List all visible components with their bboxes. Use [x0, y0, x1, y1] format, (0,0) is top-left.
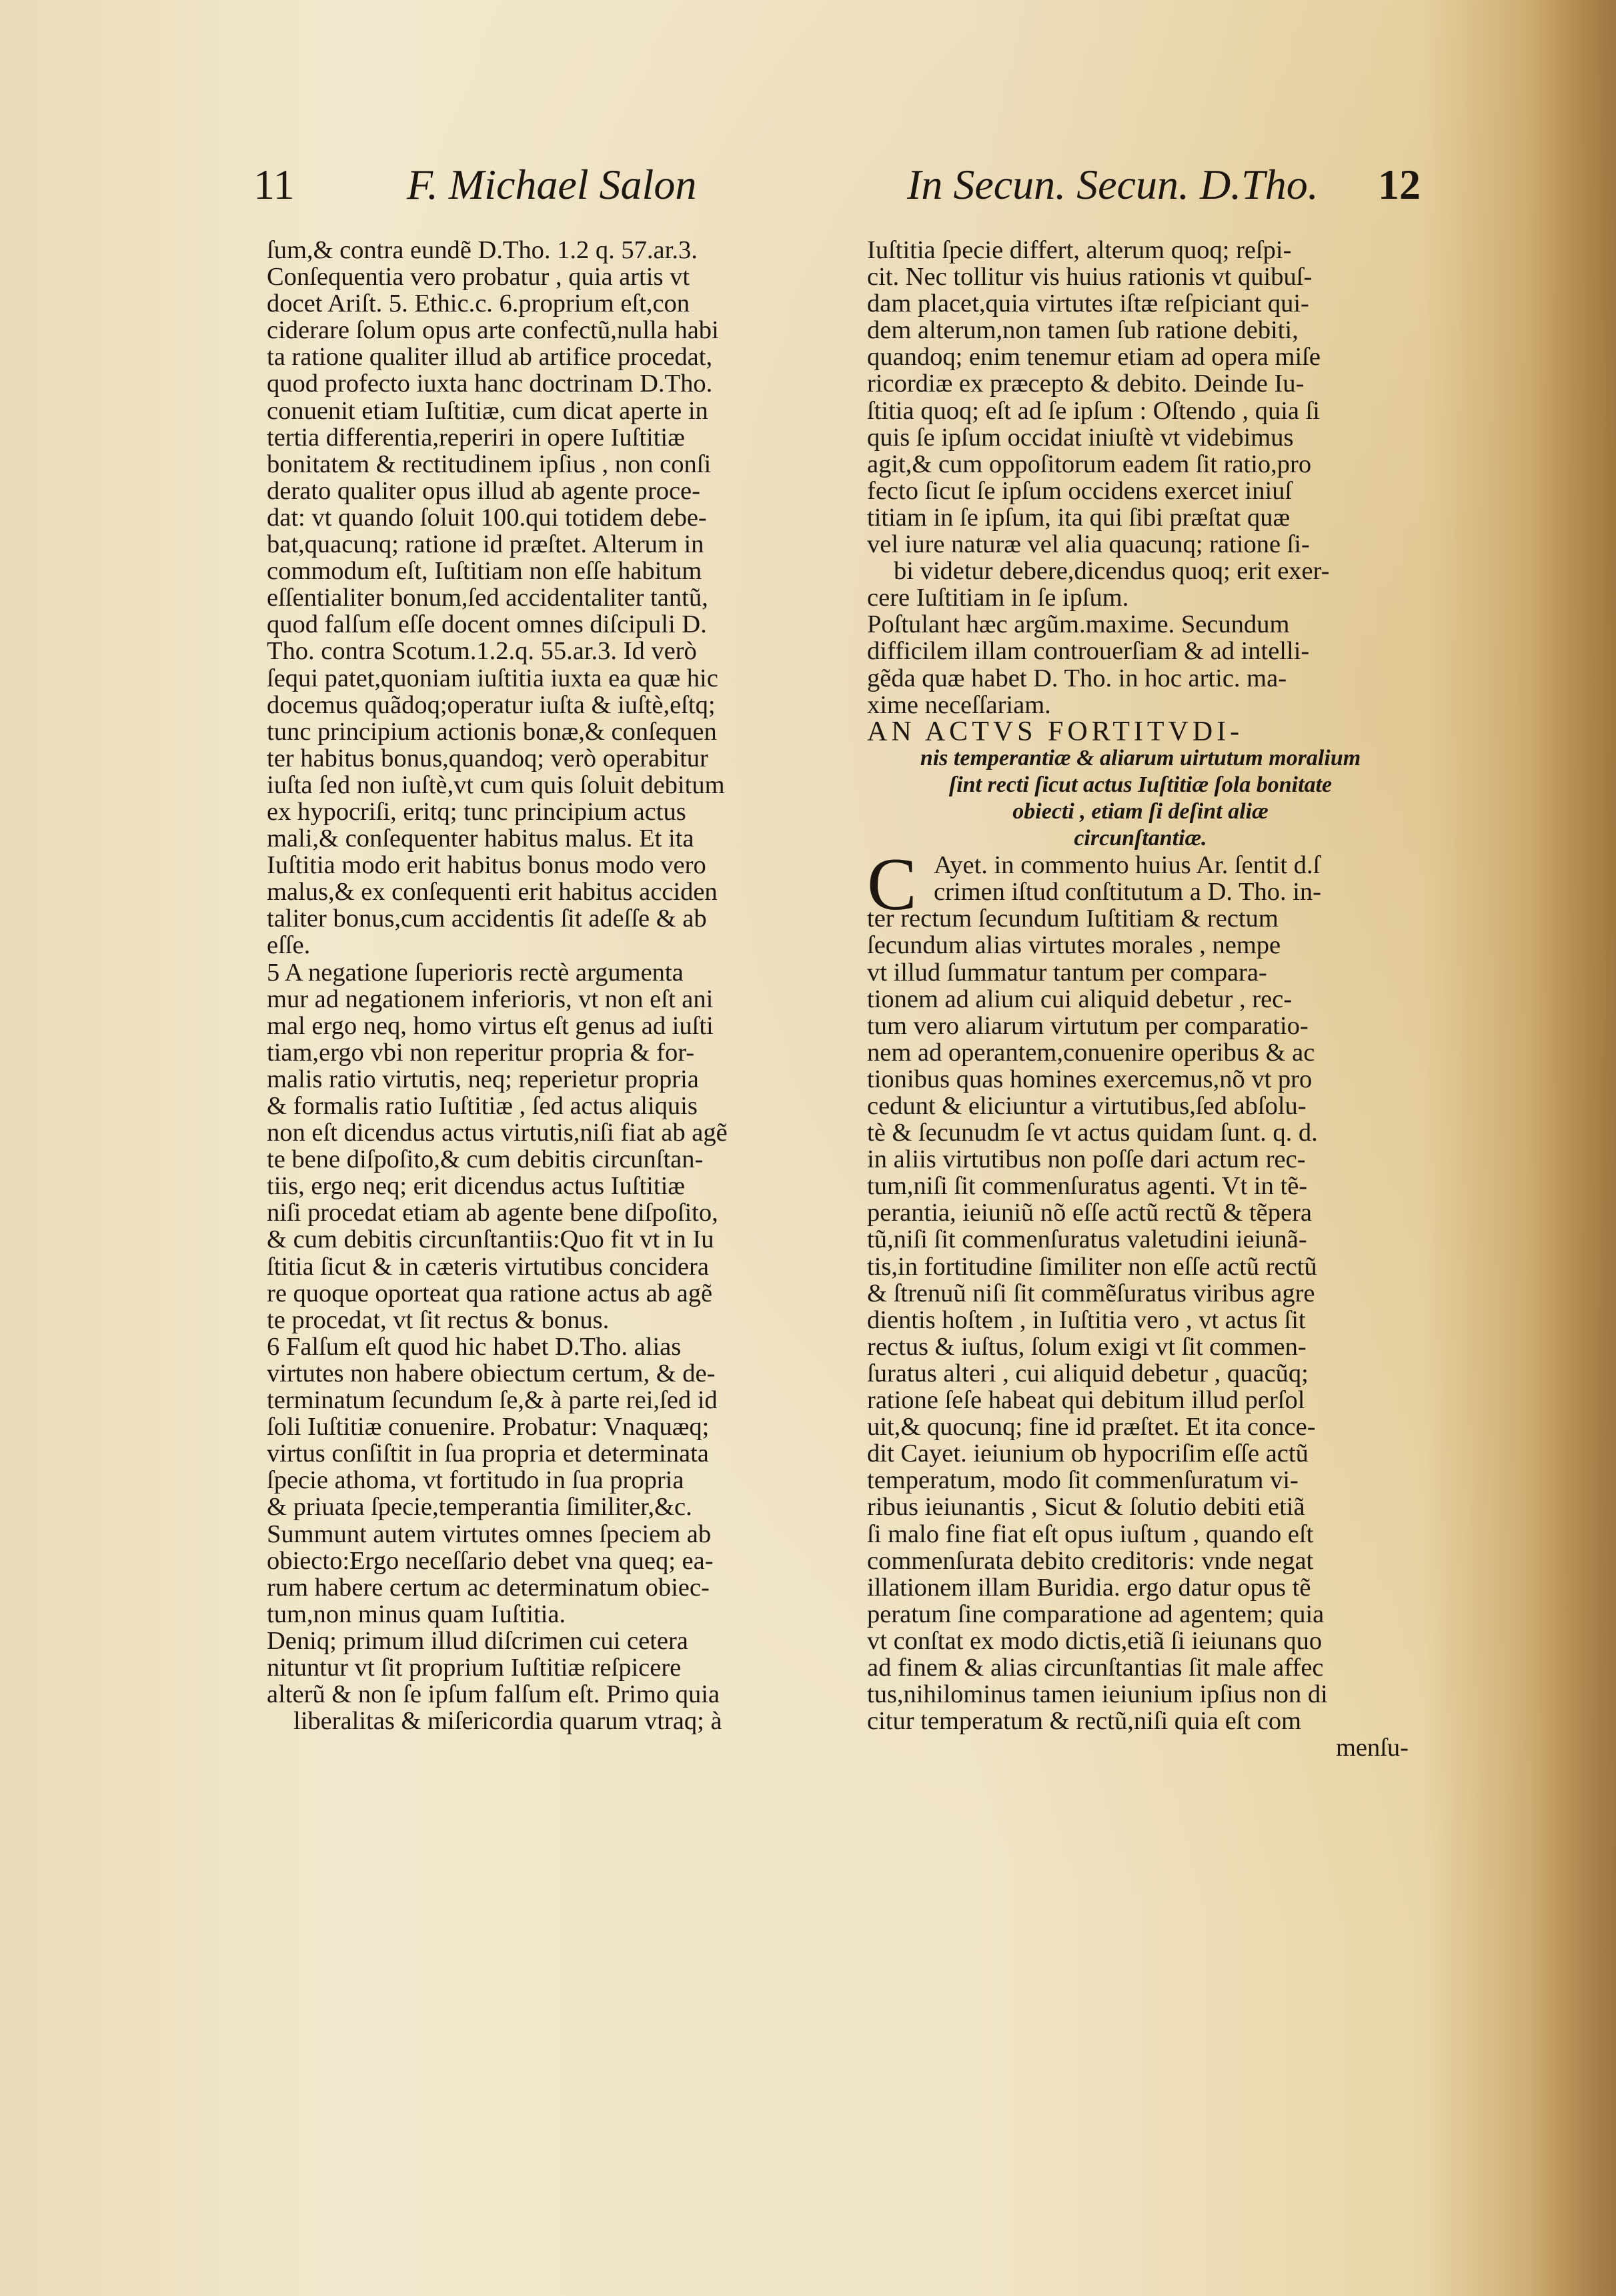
text-line: tionibus quas homines exercemus,nõ vt pro [867, 1065, 1313, 1093]
text-line: ſequi patet,quoniam iuſtitia iuxta ea quæ hic [267, 664, 718, 692]
text-line: docet Ariſt. 5. Ethic.c. 6.proprium eſt,con [267, 290, 690, 318]
catchword: menſu- [1335, 1734, 1409, 1762]
text-line: crimen iſtud conſtitutum a D. Tho. in- [934, 879, 1321, 906]
text-line: cedunt & eliciuntur a virtutibus,ſed abſolu- [867, 1093, 1307, 1120]
text-line: illationem illam Buridia. ergo datur opus tẽ [867, 1574, 1311, 1601]
text-line: Summunt autem virtutes omnes ſpeciem ab [267, 1520, 712, 1548]
text-line: ſecundum alias virtutes morales , nempe [867, 932, 1281, 959]
text-line: tertia differentia,reperiri in opere Iuſtitiæ [267, 424, 685, 451]
text-line: ſuratus alteri , cui aliquid debetur , quacũq; [867, 1359, 1309, 1387]
section-heading: AN ACTVS FORTITVDI- [867, 718, 1244, 745]
page-number-right: 12 [1378, 161, 1421, 208]
text-line: rectus & iuſtus, ſolum exigi vt ſit commen- [867, 1333, 1307, 1360]
text-line: ſoli Iuſtitiæ conuenire. Probatur: Vnaquæq; [267, 1413, 710, 1441]
text-line: peratum ſine comparatione ad agentem; quia [867, 1600, 1325, 1628]
text-line: vt conſtat ex modo dictis,etiã ſi ieiunans quo [867, 1627, 1323, 1654]
text-line: Ayet. in commento huius Ar. ſentit d.ſ [934, 852, 1321, 879]
section-heading-line: ſint recti ſicut actus Iuſtitiæ ſola bonitate [948, 772, 1333, 797]
text-line: virtutes non habere obiectum certum, & de- [267, 1359, 716, 1387]
text-line: ter rectum ſecundum Iuſtitiam & rectum [867, 905, 1279, 933]
text-line: Iuſtitia ſpecie differt, alterum quoq; reſpi- [867, 237, 1292, 264]
text-line: mali,& conſequenter habitus malus. Et ita [267, 825, 694, 852]
text-line: temperatum, modo ſit commenſuratum vi- [867, 1467, 1299, 1494]
text-line: te bene diſpoſito,& cum debitis circunſtan- [267, 1146, 704, 1173]
page-number-left: 11 [253, 161, 295, 208]
text-line: ſtitia ſicut & in cæteris virtutibus concidera [267, 1253, 709, 1280]
text-line: in aliis virtutibus non poſſe dari actum rec- [867, 1146, 1306, 1173]
text-line: non eſt dicendus actus virtutis,niſi fiat ab agẽ [267, 1119, 728, 1147]
text-line: conuenit etiam Iuſtitiæ, cum dicat aperte in [267, 397, 708, 424]
page-edge-shadow [1529, 0, 1616, 2296]
text-line: tũ,niſi ſit commenſuratus valetudini ieiunã- [867, 1226, 1307, 1253]
text-line: fecto ſicut ſe ipſum occidens exercet iniuſ [867, 477, 1293, 504]
running-head [253, 160, 1421, 227]
section-heading-line: circunſtantiæ. [1074, 826, 1207, 851]
text-line: mur ad negationem inferioris, vt non eſt ani [267, 985, 714, 1013]
text-line: eſſentialiter bonum,ſed accidentaliter tantũ, [267, 584, 708, 612]
text-line: quod falſum eſſe docent omnes diſcipuli D. [267, 611, 707, 638]
text-line: derato qualiter opus illud ab agente proce- [267, 477, 700, 504]
text-line: ta ratione qualiter illud ab artifice procedat, [267, 344, 713, 371]
drop-cap-initial: C [867, 843, 917, 927]
text-line: malus,& ex conſequenti erit habitus acciden [267, 879, 718, 906]
text-line: dem alterum,non tamen ſub ratione debiti, [867, 317, 1299, 344]
text-line: ex hypocriſi, eritq; tunc principium actus [267, 798, 686, 826]
text-line: te procedat, vt ſit rectus & bonus. [267, 1306, 610, 1333]
text-line: bi videtur debere,dicendus quoq; erit exer- [894, 558, 1330, 585]
text-line: vel iure naturæ vel alia quacunq; ratione ſi- [867, 531, 1310, 558]
text-line: tum,niſi ſit commenſuratus agenti. Vt in tẽ- [867, 1173, 1308, 1200]
text-line: xime neceſſariam. [867, 691, 1051, 718]
text-line: tis,in fortitudine ſimiliter non eſſe actũ rectũ [867, 1253, 1317, 1280]
text-line: docemus quãdoq;operatur iuſta & iuſtè,eſtq; [267, 691, 716, 718]
text-line: & formalis ratio Iuſtitiæ , ſed actus aliquis [267, 1093, 698, 1120]
text-line: difficilem illam controuerſiam & ad intelli- [867, 638, 1310, 665]
text-line: mal ergo neq, homo virtus eſt genus ad iuſti [267, 1012, 714, 1039]
text-line: tè & ſecunudm ſe vt actus quidam ſunt. q. d. [867, 1119, 1318, 1147]
text-line: iuſta ſed non iuſtè,vt cum quis ſoluit debitum [267, 771, 725, 798]
running-title-right: In Secun. Secun. D.Tho. [907, 161, 1319, 208]
text-line: & cum debitis circunſtantiis:Quo fit vt in Iu [267, 1226, 714, 1253]
text-line: cit. Nec tollitur vis huius rationis vt quibuſ- [867, 263, 1313, 291]
text-line: perantia, ieiuniũ nõ eſſe actũ rectũ & tẽpera [867, 1199, 1313, 1227]
text-line: eſſe. [267, 932, 311, 959]
text-line: commenſurata debito creditoris: vnde negat [867, 1547, 1314, 1574]
text-line: citur temperatum & rectũ,niſi quia eſt com [867, 1708, 1302, 1735]
text-line: dat: vt quando ſoluit 100.qui totidem debe- [267, 504, 707, 532]
text-line: ciderare ſolum opus arte confectũ,nulla habi [267, 317, 719, 344]
text-line: Conſequentia vero probatur , quia artis vt [267, 263, 690, 291]
text-line: nem ad operantem,conuenire operibus & ac [867, 1039, 1315, 1066]
text-line: ſtitia quoq; eſt ad ſe ipſum : Oſtendo , quia ſi [867, 397, 1320, 424]
text-line: virtus conſiſtit in ſua propria et determinata [267, 1440, 709, 1468]
text-line: tiam,ergo vbi non reperitur propria & for- [267, 1039, 695, 1066]
text-line: Iuſtitia modo erit habitus bonus modo vero [267, 852, 706, 879]
text-line: quod profecto iuxta hanc doctrinam D.Tho. [267, 370, 713, 398]
text-line: ad finem & alias circunſtantias ſit male affec [867, 1654, 1324, 1682]
text-line: niſi procedat etiam ab agente bene diſpoſito, [267, 1199, 718, 1227]
text-line: Deniq; primum illud diſcrimen cui cetera [267, 1627, 688, 1654]
text-line: dam placet,quia virtutes iſtæ reſpiciant qui- [867, 290, 1309, 318]
text-line: & ſtrenuũ niſi ſit commẽſuratus viribus agre [867, 1279, 1315, 1307]
text-line: ribus ieiunantis , Sicut & ſolutio debiti etiã [867, 1494, 1305, 1521]
left-column [267, 237, 827, 1734]
text-line: agit,& cum oppoſitorum eadem ſit ratio,pro [867, 450, 1312, 478]
text-line: liberalitas & miſericordia quarum vtraq; à [293, 1708, 722, 1735]
text-line: uit,& quocunq; fine id præſtet. Et ita conce- [867, 1413, 1316, 1441]
text-line: ter habitus bonus,quandoq; verò operabitur [267, 744, 708, 772]
text-line: terminatum ſecundum ſe,& à parte rei,ſed id [267, 1387, 718, 1414]
text-line: Poſtulant hæc argũm.maxime. Secundum [867, 611, 1290, 638]
text-line: gẽda quæ habet D. Tho. in hoc artic. ma- [867, 664, 1287, 692]
text-line: obiecto:Ergo neceſſario debet vna queq; ea- [267, 1547, 714, 1574]
text-line: re quoque oporteat qua ratione actus ab agẽ [267, 1279, 713, 1307]
running-title-left: F. Michael Salon [407, 161, 697, 208]
text-line: vt illud ſummatur tantum per compara- [867, 959, 1267, 986]
text-line: ricordiæ ex præcepto & debito. Deinde Iu- [867, 370, 1305, 398]
text-line: bat,quacunq; ratione id præſtet. Alterum in [267, 531, 704, 558]
text-line: alterũ & non ſe ipſum falſum eſt. Primo quia [267, 1681, 720, 1708]
text-line: Tho. contra Scotum.1.2.q. 55.ar.3. Id verò [267, 638, 697, 665]
text-line: tus,nihilominus tamen ieiunium ipſius non di [867, 1681, 1328, 1708]
text-line: bonitatem & rectitudinem ipſius , non conſi [267, 450, 712, 478]
text-line: dit Cayet. ieiunium ob hypocriſim eſſe actũ [867, 1440, 1309, 1468]
text-line: nituntur vt ſit proprium Iuſtitiæ reſpicere [267, 1654, 682, 1682]
text-line: tum vero aliarum virtutum per comparatio- [867, 1012, 1309, 1039]
text-line: ratione ſeſe habeat qui debitum illud perſol [867, 1387, 1305, 1414]
text-line: cere Iuſtitiam in ſe ipſum. [867, 584, 1129, 612]
text-line: tunc principium actionis bonæ,& conſequen [267, 718, 717, 745]
text-line: ſi malo fine fiat eſt opus iuſtum , quando eſt [867, 1520, 1314, 1548]
text-line: & priuata ſpecie,temperantia ſimiliter,&c. [267, 1494, 692, 1521]
text-line: dientis hoſtem , in Iuſtitia vero , vt actus ſit [867, 1306, 1306, 1333]
text-line: 6 Falſum eſt quod hic habet D.Tho. alias [267, 1333, 682, 1360]
text-line: taliter bonus,cum accidentis ſit adeſſe & ab [267, 905, 707, 933]
text-line: quis ſe ipſum occidat iniuſtè vt videbimus [867, 424, 1294, 451]
text-line: tum,non minus quam Iuſtitia. [267, 1600, 566, 1628]
text-line: malis ratio virtutis, neq; reperietur propria [267, 1065, 699, 1093]
text-line: quandoq; enim tenemur etiam ad opera miſe [867, 344, 1321, 371]
text-line: rum habere certum ac determinatum obiec- [267, 1574, 710, 1601]
text-line: ſpecie athoma, vt fortitudo in ſua propria [267, 1467, 684, 1494]
right-column [867, 237, 1414, 1761]
section-heading-line: nis temperantiæ & aliarum uirtutum moralium [920, 745, 1361, 770]
text-line: 5 A negatione ſuperioris rectè argumenta [267, 959, 684, 986]
text-line: tionem ad alium cui aliquid debetur , rec- [867, 985, 1293, 1013]
text-line: titiam in ſe ipſum, ita qui ſibi præſtat quæ [867, 504, 1291, 532]
text-line: commodum eſt, Iuſtitiam non eſſe habitum [267, 558, 702, 585]
section-heading-line: obiecti , etiam ſi deſint aliæ [1012, 798, 1269, 824]
text-line: tiis, ergo neq; erit dicendus actus Iuſtitiæ [267, 1173, 685, 1200]
text-line: ſum,& contra eundẽ D.Tho. 1.2 q. 57.ar.3. [267, 237, 698, 264]
